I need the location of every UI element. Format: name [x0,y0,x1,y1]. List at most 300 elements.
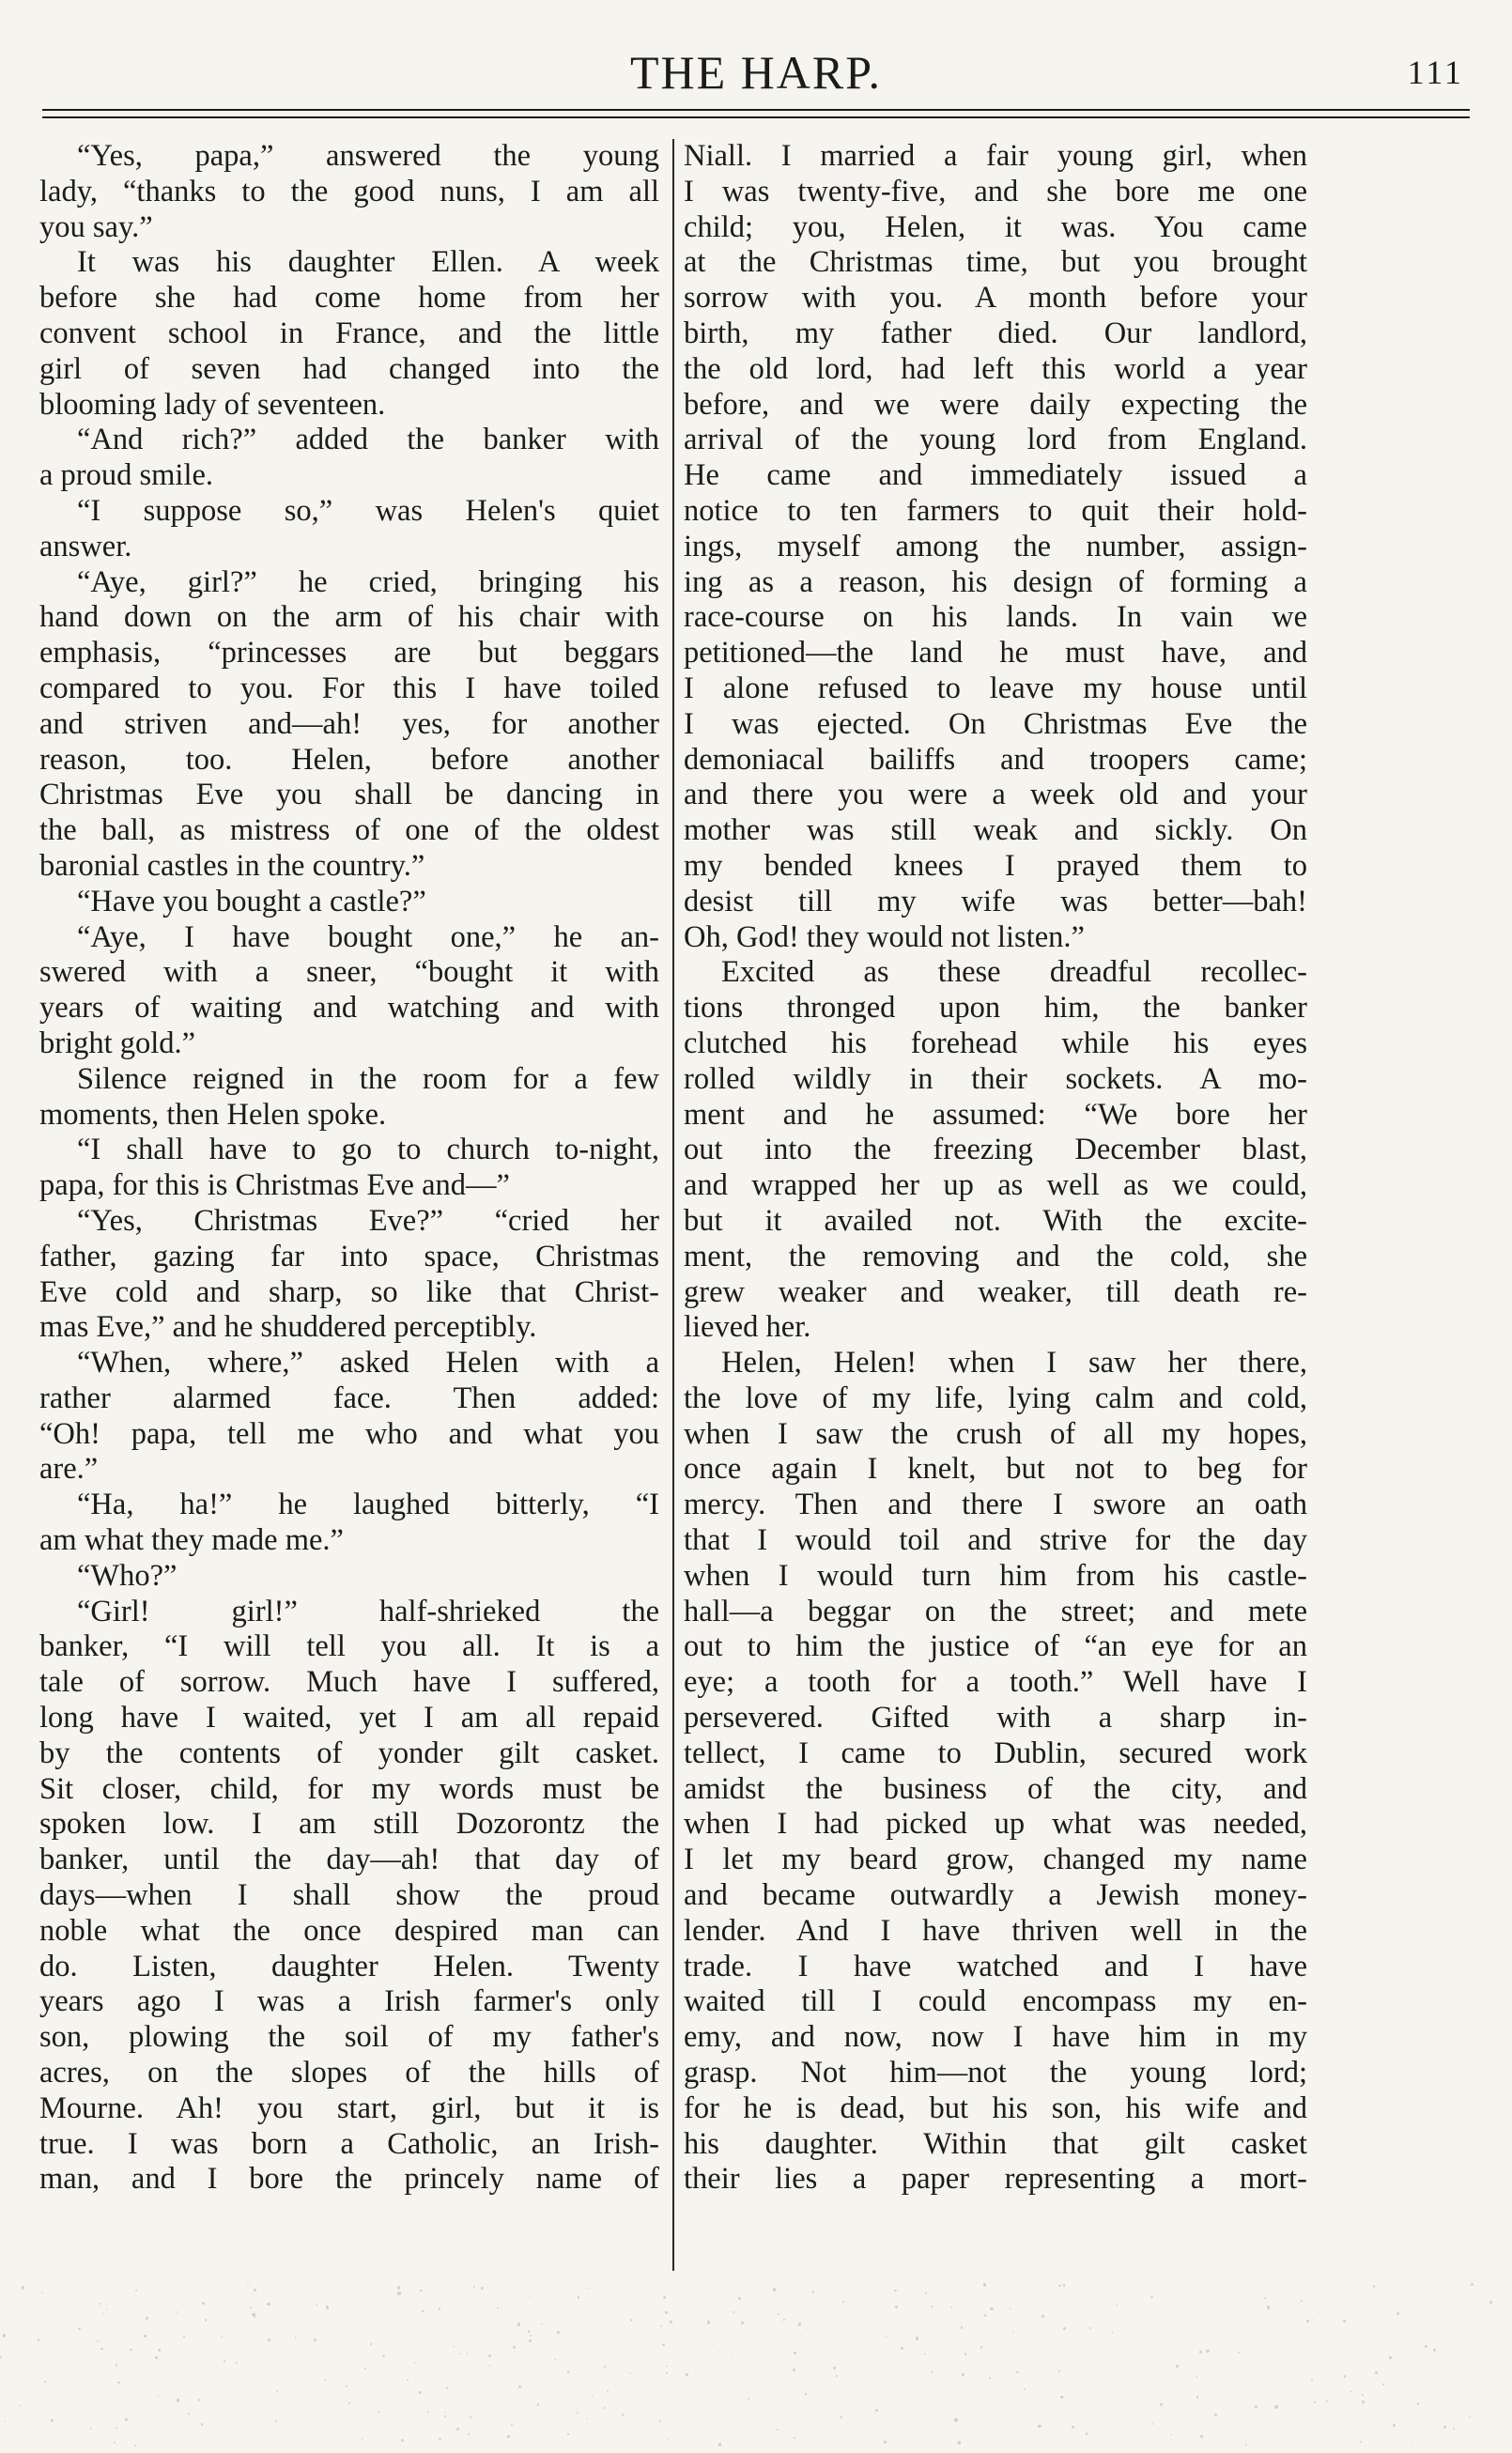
text-line: I was ejected. On Christmas Eve the [684,706,1307,741]
paper-speck [850,2383,852,2384]
paper-speck [665,2311,668,2314]
text-line: Mourne. Ah! you start, girl, but it is [39,2090,659,2125]
paper-speck [274,2331,275,2332]
text-line: out to him the justice of “an eye for an [684,1629,1307,1664]
text-line: lady, “thanks to the good nuns, I am all [39,174,659,208]
text-line: emphasis, “princesses are but beggars [39,636,659,671]
text-line: and wrapped her up as well as we could, [684,1168,1307,1203]
paper-speck [370,2343,372,2345]
text-line: It was his daughter Ellen. A week [77,245,659,280]
paper-speck [744,2287,745,2288]
paper-speck [364,2368,366,2369]
paper-speck [1375,2371,1378,2374]
paper-speck [1152,2423,1154,2425]
paper-speck [1038,2425,1041,2428]
paper-speck [931,2306,933,2307]
paper-speck [342,2437,343,2438]
paper-speck [188,2413,190,2414]
text-line: and striven and—ah! yes, for another [39,706,659,741]
text-line: years ago I was a Irish farmer's only [39,1984,659,2019]
paper-speck [1199,2351,1201,2353]
paper-speck [983,2283,986,2286]
paper-speck [130,2349,132,2352]
paper-speck [275,2420,277,2422]
text-line: son, plowing the soil of my father's [39,2020,659,2055]
paper-speck [1350,2391,1351,2392]
paper-speck [875,2409,878,2412]
paper-speck [224,2360,225,2362]
text-line: tellect, I came to Dublin, secured work [684,1736,1307,1770]
paper-speck [1470,2384,1471,2385]
text-line: amidst the business of the city, and [684,1771,1307,1806]
paper-speck [1086,2386,1088,2388]
paper-speck [1095,2422,1096,2423]
paper-speck [557,2331,560,2334]
paper-speck [670,2321,672,2323]
text-line: tions thronged upon him, the banker [684,991,1307,1026]
text-line: Oh, God! they would not listen.” [684,919,1085,954]
paper-speck [1089,2327,1091,2329]
paper-speck [592,2395,594,2397]
paper-speck [1313,2319,1314,2320]
paper-speck [604,2407,607,2410]
page-number: 111 [1407,54,1464,91]
paper-speck [567,2433,568,2434]
page-header [42,45,1470,103]
paper-speck [668,2439,669,2440]
text-line: “Who?” [77,1558,177,1593]
text-line: when I would turn him from his castle- [684,1558,1307,1593]
paper-speck [530,2295,531,2296]
paper-speck [1024,2388,1026,2390]
text-line: for he is dead, but his son, his wife and [684,2090,1307,2125]
paper-speck [1393,2424,1396,2427]
paper-speck [397,2286,400,2289]
paper-speck [666,2366,668,2368]
text-line: long have I waited, yet I am all repaid [39,1701,659,1736]
paper-speck [1072,2426,1074,2429]
paper-speck [100,2348,103,2351]
text-line: rather alarmed face. Then added: [39,1381,659,1415]
paper-speck [511,2424,513,2426]
text-line: arrival of the young lord from England. [684,423,1307,457]
paper-speck [672,2345,673,2346]
paper-speck [422,2310,424,2313]
paper-speck [497,2307,499,2309]
text-line: hand down on the arm of his chair with [39,600,659,635]
paper-speck [741,2322,744,2324]
paper-speck [1086,2432,1088,2435]
paper-speck [198,2399,200,2400]
paper-speck [1112,2332,1114,2334]
paper-speck [1320,2379,1321,2380]
paper-speck [397,2291,400,2294]
paper-speck [493,2299,494,2300]
paper-speck [1196,2396,1199,2399]
column-divider [672,139,674,2271]
paper-speck [1362,2400,1365,2403]
paper-speck [1060,2396,1062,2398]
text-line: desist till my wife was better—bah! [684,884,1307,918]
paper-speck [666,2372,668,2374]
paper-speck [732,2357,733,2358]
paper-speck [319,2327,320,2328]
text-line: “Have you bought a castle?” [77,884,426,918]
paper-speck [314,2338,316,2341]
paper-speck [626,2371,627,2372]
paper-speck [247,2282,248,2283]
paper-speck [5,2420,6,2421]
paper-speck [38,2338,40,2341]
text-line: trade. I have watched and I have [684,1949,1307,1983]
header-rule-bottom [42,116,1470,118]
paper-speck [1417,2402,1419,2404]
text-line: demoniacal bailiffs and troopers came; [684,742,1307,777]
paper-speck [1267,2306,1270,2308]
text-line: Helen, Helen! when I saw her there, [721,1346,1307,1381]
paper-speck [102,2313,103,2314]
paper-speck [407,2379,409,2381]
paper-speck [931,2371,933,2373]
text-line: waited till I could encompass my en- [684,1984,1307,2019]
paper-speck [662,2344,664,2346]
text-line: tale of sorrow. Much have I suffered, [39,1665,659,1700]
text-line: “Aye, I have bought one,” he an- [77,919,659,954]
paper-speck [236,2362,238,2364]
text-line: I let my beard grow, changed my name [684,1843,1307,1877]
text-line: eye; a tooth for a tooth.” Well have I [684,1665,1307,1700]
text-line: but it availed not. With the excite- [684,1203,1307,1238]
paper-speck [833,2367,836,2369]
paper-speck [958,2441,961,2444]
paper-speck [798,2322,801,2325]
paper-speck [420,2290,422,2291]
paper-speck [254,2289,256,2291]
text-line: sorrow with you. A month before your [684,281,1307,316]
text-line: lieved her. [684,1310,811,1345]
paper-speck [884,2441,887,2444]
paper-speck [183,2336,185,2337]
paper-speck [807,2328,808,2329]
paper-speck [267,2303,270,2306]
paper-speck [106,2308,107,2309]
paper-speck [794,2437,795,2439]
text-line: am what they made me.” [39,1523,344,1558]
paper-speck [604,2366,606,2368]
paper-speck [707,2321,710,2323]
text-line: and became outwardly a Jewish money- [684,1878,1307,1913]
text-line: rolled wildly in their sockets. A mo- [684,1061,1307,1096]
paper-speck [517,2322,520,2325]
text-line: when I saw the crush of all my hopes, [684,1416,1307,1451]
paper-speck [980,2346,982,2348]
text-line: years of waiting and watching and with [39,991,659,1026]
paper-speck [362,2438,363,2440]
paper-speck [346,2385,347,2387]
paper-speck [931,2298,932,2299]
paper-speck [456,2428,459,2430]
paper-speck [1200,2435,1203,2438]
text-line: that I would toil and strive for the day [684,1523,1307,1558]
paper-speck [1100,2327,1101,2328]
paper-speck [734,2350,735,2351]
publication-title: THE HARP. [629,46,883,99]
text-line: He came and immediately issued a [684,458,1307,493]
text-line: ment and he assumed: “We bore her [684,1097,1307,1132]
paper-speck [1264,2297,1266,2299]
paper-speck [41,2292,43,2294]
paper-speck [1063,2327,1066,2330]
paper-speck [984,2314,987,2317]
text-line: Niall. I married a fair young girl, when [684,139,1307,173]
paper-speck [925,2292,927,2294]
paper-speck [916,2337,918,2339]
paper-speck [1255,2405,1257,2408]
paper-speck [663,2296,666,2299]
paper-speck [44,2381,46,2383]
paper-speck [541,2379,542,2380]
paper-speck [924,2353,926,2355]
text-line: Sit closer, child, for my words must be [39,1771,659,1806]
paper-speck [486,2341,487,2342]
paper-speck [1245,2444,1247,2445]
paper-speck [446,2387,447,2388]
paper-speck [1196,2376,1197,2377]
paper-speck [306,2384,307,2385]
paper-speck [1041,2315,1044,2318]
paper-speck [1453,2428,1455,2430]
left-column [39,139,659,2198]
paper-speck [1206,2350,1209,2353]
text-line: before, and we were daily expecting the [684,387,1307,422]
text-line: girl of seven had changed into the [39,351,659,386]
text-line: persevered. Gifted with a sharp in- [684,1701,1307,1736]
paper-speck [19,2405,20,2406]
paper-speck [659,2420,661,2422]
paper-speck [201,2423,204,2426]
paper-speck [468,2433,470,2435]
text-line: spoken low. I am still Dozorontz the [39,1807,659,1842]
paper-speck [1010,2308,1011,2310]
text-line: before she had come home from her [39,281,659,316]
paper-speck [718,2351,719,2352]
paper-speck [250,2306,252,2308]
paper-speck [481,2287,484,2290]
text-line: I was twenty-five, and she bore me one [684,174,1307,208]
paper-speck [1362,2394,1364,2396]
text-line: “Aye, girl?” he cried, bringing his [77,564,659,599]
paper-speck [427,2411,429,2413]
paper-speck [1326,2400,1328,2402]
paper-speck [842,2301,844,2303]
text-line: once again I knelt, but not to beg for [684,1452,1307,1487]
paper-speck [777,2429,779,2430]
paper-speck [245,2362,246,2363]
paper-speck [1343,2320,1346,2322]
paper-speck [894,2290,897,2292]
text-line: man, and I bore the princely name of [39,2162,659,2197]
paper-speck [473,2286,475,2288]
text-line: reason, too. Helen, before another [39,742,659,777]
text-line: “Yes, papa,” answered the young [77,139,659,173]
text-line: grew weaker and weaker, till death re- [684,1274,1307,1309]
paper-speck [100,2303,101,2305]
text-line: his daughter. Within that gilt casket [684,2126,1307,2161]
paper-speck [348,2402,350,2404]
paper-speck [205,2319,208,2322]
paper-speck [1012,2331,1013,2332]
paper-speck [488,2354,491,2357]
paper-speck [630,2301,631,2302]
text-line: do. Listen, daughter Helen. Twenty [39,1949,659,1983]
paper-speck [1063,2284,1066,2287]
text-line: Eve cold and sharp, so like that Christ- [39,1274,659,1309]
text-line: emy, and now, now I have him in my [684,2020,1307,2055]
paper-speck [177,2399,179,2401]
text-line: moments, then Helen spoke. [39,1097,387,1132]
right-column [684,139,1307,2198]
text-line: acres, on the slopes of the hills of [39,2056,659,2090]
text-line: when I had picked up what was needed, [684,1807,1307,1842]
text-line: “Oh! papa, tell me who and what you [39,1416,659,1451]
paper-speck [1274,2405,1277,2408]
paper-speck [901,2347,903,2350]
paper-speck [22,2286,24,2289]
paper-speck [458,2353,459,2354]
text-line: banker, “I will tell you all. It is a [39,1629,659,1664]
text-line: are.” [39,1452,99,1487]
text-line: lender. And I have thriven well in the [684,1913,1307,1948]
paper-speck [444,2415,446,2417]
paper-speck [840,2416,842,2419]
paper-speck [748,2398,749,2399]
paper-speck [381,2360,382,2361]
paper-speck [77,2340,79,2342]
paper-speck [489,2365,490,2366]
paper-speck [32,2370,33,2371]
text-line: at the Christmas time, but you brought [684,245,1307,280]
paper-speck [1311,2379,1313,2381]
text-line: noble what the once despired man can [39,1913,659,1948]
paper-speck [326,2306,329,2308]
paper-speck [630,2372,631,2373]
text-line: and there you were a week old and your [684,778,1307,812]
paper-speck [895,2306,898,2308]
text-line: my bended knees I prayed them to [684,848,1307,883]
text-line: papa, for this is Christmas Eve and—” [39,1168,510,1203]
paper-speck [1425,2345,1427,2348]
paper-speck [567,2370,569,2372]
text-line: ment, the removing and the cold, she [684,1239,1307,1273]
paper-speck [1214,2414,1217,2416]
header-rule-top [42,109,1470,111]
paper-speck [116,2427,117,2429]
paper-speck [660,2325,662,2327]
text-line: out into the freezing December blast, [684,1133,1307,1167]
paper-speck [97,2340,99,2342]
text-line: hall—a beggar on the street; and mete [684,1594,1307,1628]
paper-speck [1190,2286,1191,2287]
paper-speck [586,2418,587,2419]
text-line: baronial castles in the country.” [39,848,425,883]
paper-speck [1117,2304,1119,2306]
text-line: Silence reigned in the room for a few [77,1061,659,1096]
paper-speck [155,2356,158,2359]
paper-speck [51,2419,54,2422]
text-line: mercy. Then and there I swore an oath [684,1488,1307,1522]
paper-speck [1058,2285,1061,2288]
text-line: mother was still weak and sickly. On [684,813,1307,848]
paper-speck [1360,2441,1362,2443]
text-line: petitioned—the land he must have, and [684,636,1307,671]
text-line: bright gold.” [39,1026,196,1060]
paper-speck [158,2395,160,2397]
text-line: “And rich?” added the banker with [77,423,659,457]
paper-speck [1443,2426,1446,2429]
paper-speck [125,2418,128,2421]
text-line: the ball, as mistress of one of the oldest [39,813,659,848]
text-line: convent school in France, and the little [39,316,659,350]
text-line: “I suppose so,” was Helen's quiet [77,493,659,528]
paper-speck [453,2346,455,2348]
paper-speck [718,2443,721,2445]
paper-speck [577,2412,579,2414]
paper-speck [414,2362,415,2363]
paper-speck [537,2403,540,2406]
text-line: I alone refused to leave my house until [684,671,1307,705]
paper-speck [783,2319,785,2321]
paper-speck [962,2373,964,2376]
paper-speck [0,2356,2,2358]
text-line: notice to ten farmers to quit their hold- [684,493,1307,528]
text-line: “Yes, Christmas Eve?” “cried her [77,1203,659,1238]
paper-speck [518,2385,520,2387]
paper-speck [439,2438,440,2440]
paper-speck [117,2382,119,2384]
text-line: birth, my father died. Our landlord, [684,316,1307,350]
paper-speck [276,2390,278,2392]
text-line: mas Eve,” and he shuddered perceptibly. [39,1310,537,1345]
paper-speck [686,2373,688,2376]
paper-speck [1396,2312,1399,2315]
text-line: race-course on his lands. In vain we [684,600,1307,635]
paper-speck [78,2328,80,2330]
paper-speck [793,2368,795,2371]
paper-speck [773,2288,776,2291]
text-line: Excited as these dreadful recollec- [721,955,1307,990]
paper-speck [470,2416,471,2418]
paper-speck [144,2335,147,2337]
paper-speck [1471,2283,1473,2286]
paper-speck [812,2291,815,2293]
paper-speck [1058,2370,1060,2372]
text-line: ing as a reason, his design of forming a [684,564,1307,599]
paper-speck [382,2355,385,2358]
paper-speck [836,2375,838,2377]
paper-speck [135,2290,137,2291]
paper-speck [954,2418,957,2421]
paper-speck [1160,2403,1163,2406]
text-line: their lies a paper representing a mort- [684,2162,1307,2197]
paper-speck [1170,2434,1171,2435]
paper-speck [528,2330,531,2333]
text-line: “When, where,” asked Helen with a [77,1346,659,1381]
paper-speck [114,2442,116,2444]
paper-speck [961,2326,964,2329]
paper-speck [778,2313,780,2316]
paper-speck [507,2435,510,2438]
paper-speck [607,2390,609,2392]
